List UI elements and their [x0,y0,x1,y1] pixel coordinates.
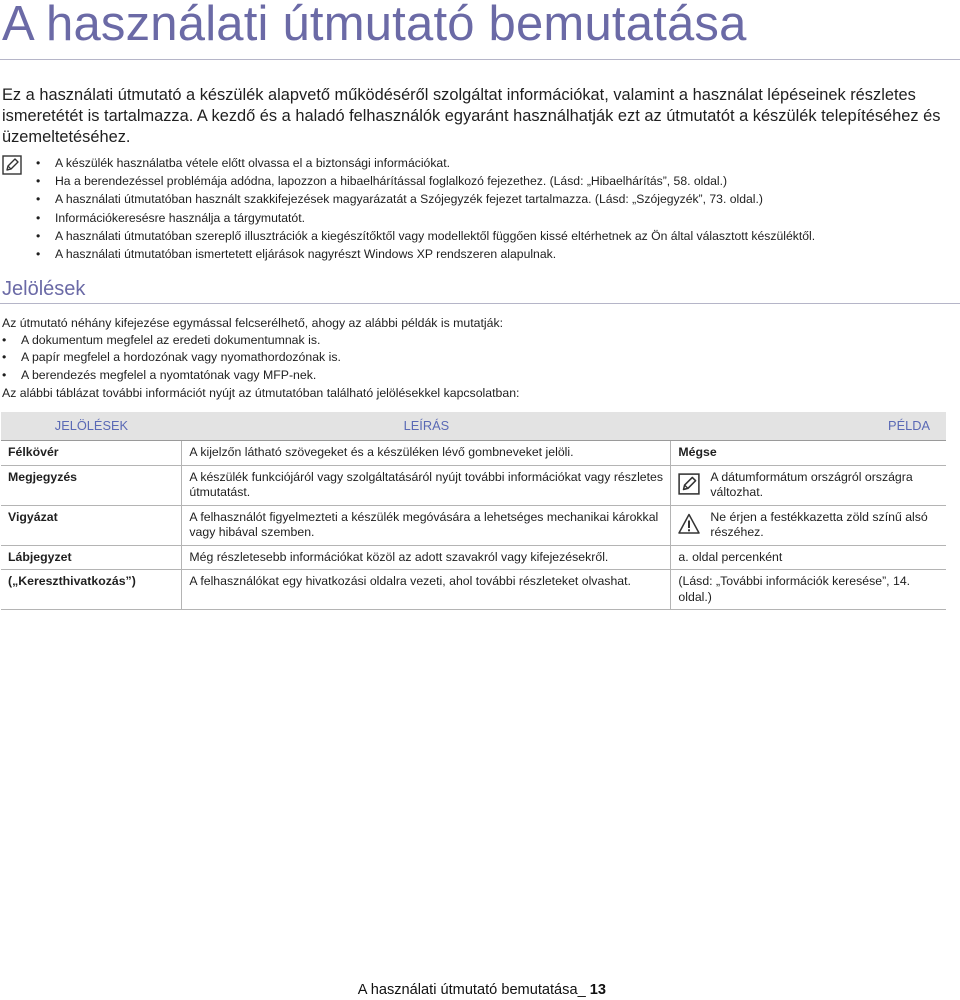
note-list [36,154,815,263]
column-header-example: PÉLDA [671,412,946,441]
convention-cell: Vigyázat [1,505,182,545]
example-cell: Mégse [671,441,946,466]
page-number: 13 [589,982,606,998]
equivalence-item: • A papír megfelel a hordozónak vagy nyomathordozónak is. [2,349,341,366]
title-divider [0,59,960,60]
page-title: A használati útmutató bemutatása [2,0,747,51]
description-cell: A felhasználót figyelmezteti a készülék megóvására a lehetséges mechanikai károkkal vagy hibával szemben. [182,505,671,545]
note-item: • A használati útmutatóban használt szakkifejezések magyarázatát a Szójegyzék fejezet tartalmazza. (Lásd: „Szójegyzék”, 73. oldal.) [36,190,815,208]
example-text: A dátumformátum országról országra változhat. [710,469,913,499]
note-pencil-icon [2,155,22,175]
note-pencil-icon [678,473,700,495]
note-item: • Ha a berendezéssel problémája adódna, lapozzon a hibaelhárítással foglalkozó fejezethez. (Lásd: „Hibaelhárítás”, 58. oldal.) [36,172,815,190]
equivalence-item: • A berendezés megfelel a nyomtatónak vagy MFP-nek. [2,367,341,384]
example-cell [671,505,946,545]
intro-paragraph: Ez a használati útmutató a készülék alapvető működéséről szolgáltat információkat, valamint a használat lépéseinek részletes ismeretétét is tartalmazza. A kezdő és a haladó felhasználók egyaránt használhatják ezt az útmutatót a készülék telepítéséhez és üzemeltetéséhez. [2,86,941,146]
convention-cell: Félkövér [1,441,182,466]
convention-cell: Lábjegyzet [1,545,182,570]
description-cell: A készülék funkciójáról vagy szolgáltatásáról nyújt további információkat vagy részletes útmutatást. [182,465,671,505]
section-heading: Jelölések [2,278,86,300]
note-item: • A készülék használatba vétele előtt olvassa el a biztonsági információkat. [36,154,815,172]
section-divider [0,303,960,304]
example-cell: (Lásd: „További információk keresése”, 14. oldal.) [671,570,946,610]
description-cell: Még részletesebb információkat közöl az adott szavakról vagy kifejezésekről. [182,545,671,570]
description-cell: A kijelzőn látható szövegeket és a készüléken lévő gombneveket jelöli. [182,441,671,466]
description-cell: A felhasználókat egy hivatkozási oldalra vezeti, ahol további részleteket olvashat. [182,570,671,610]
table-header-row [1,412,946,441]
conventions-table [1,412,946,610]
table-row [1,441,946,466]
table-row [1,545,946,570]
table-row [1,465,946,505]
convention-cell: („Kereszthivatkozás”) [1,570,182,610]
footer-text: A használati útmutató bemutatása_ [357,982,590,998]
column-header-convention: JELÖLÉSEK [1,412,182,441]
note-item: • A használati útmutatóban ismertetett eljárások nagyrészt Windows XP rendszeren alapulnak. [36,245,815,263]
note-item: • Információkeresésre használja a tárgymutatót. [36,209,815,227]
section-lead: Az útmutató néhány kifejezése egymással felcserélhető, ahogy az alábbi példák is mutatják: [2,316,504,330]
note-item: • A használati útmutatóban szereplő illusztrációk a kiegészítőktől vagy modellektől függően kissé eltérhetnek az Ön által választott készüléktől. [36,227,815,245]
example-cell: a. oldal percenként [671,545,946,570]
equivalence-item: • A dokumentum megfelel az eredeti dokumentumnak is. [2,332,341,349]
column-header-description: LEÍRÁS [182,412,671,441]
example-text: Ne érjen a festékkazetta zöld színű alsó részéhez. [710,509,928,539]
page-footer [0,982,606,998]
example-cell [671,465,946,505]
equivalence-list [2,332,341,384]
table-intro: Az alábbi táblázat további információt nyújt az útmutatóban található jelölésekkel kapcsolatban: [2,386,520,400]
warning-triangle-icon [678,513,700,535]
table-row [1,505,946,545]
table-row [1,570,946,610]
convention-cell: Megjegyzés [1,465,182,505]
